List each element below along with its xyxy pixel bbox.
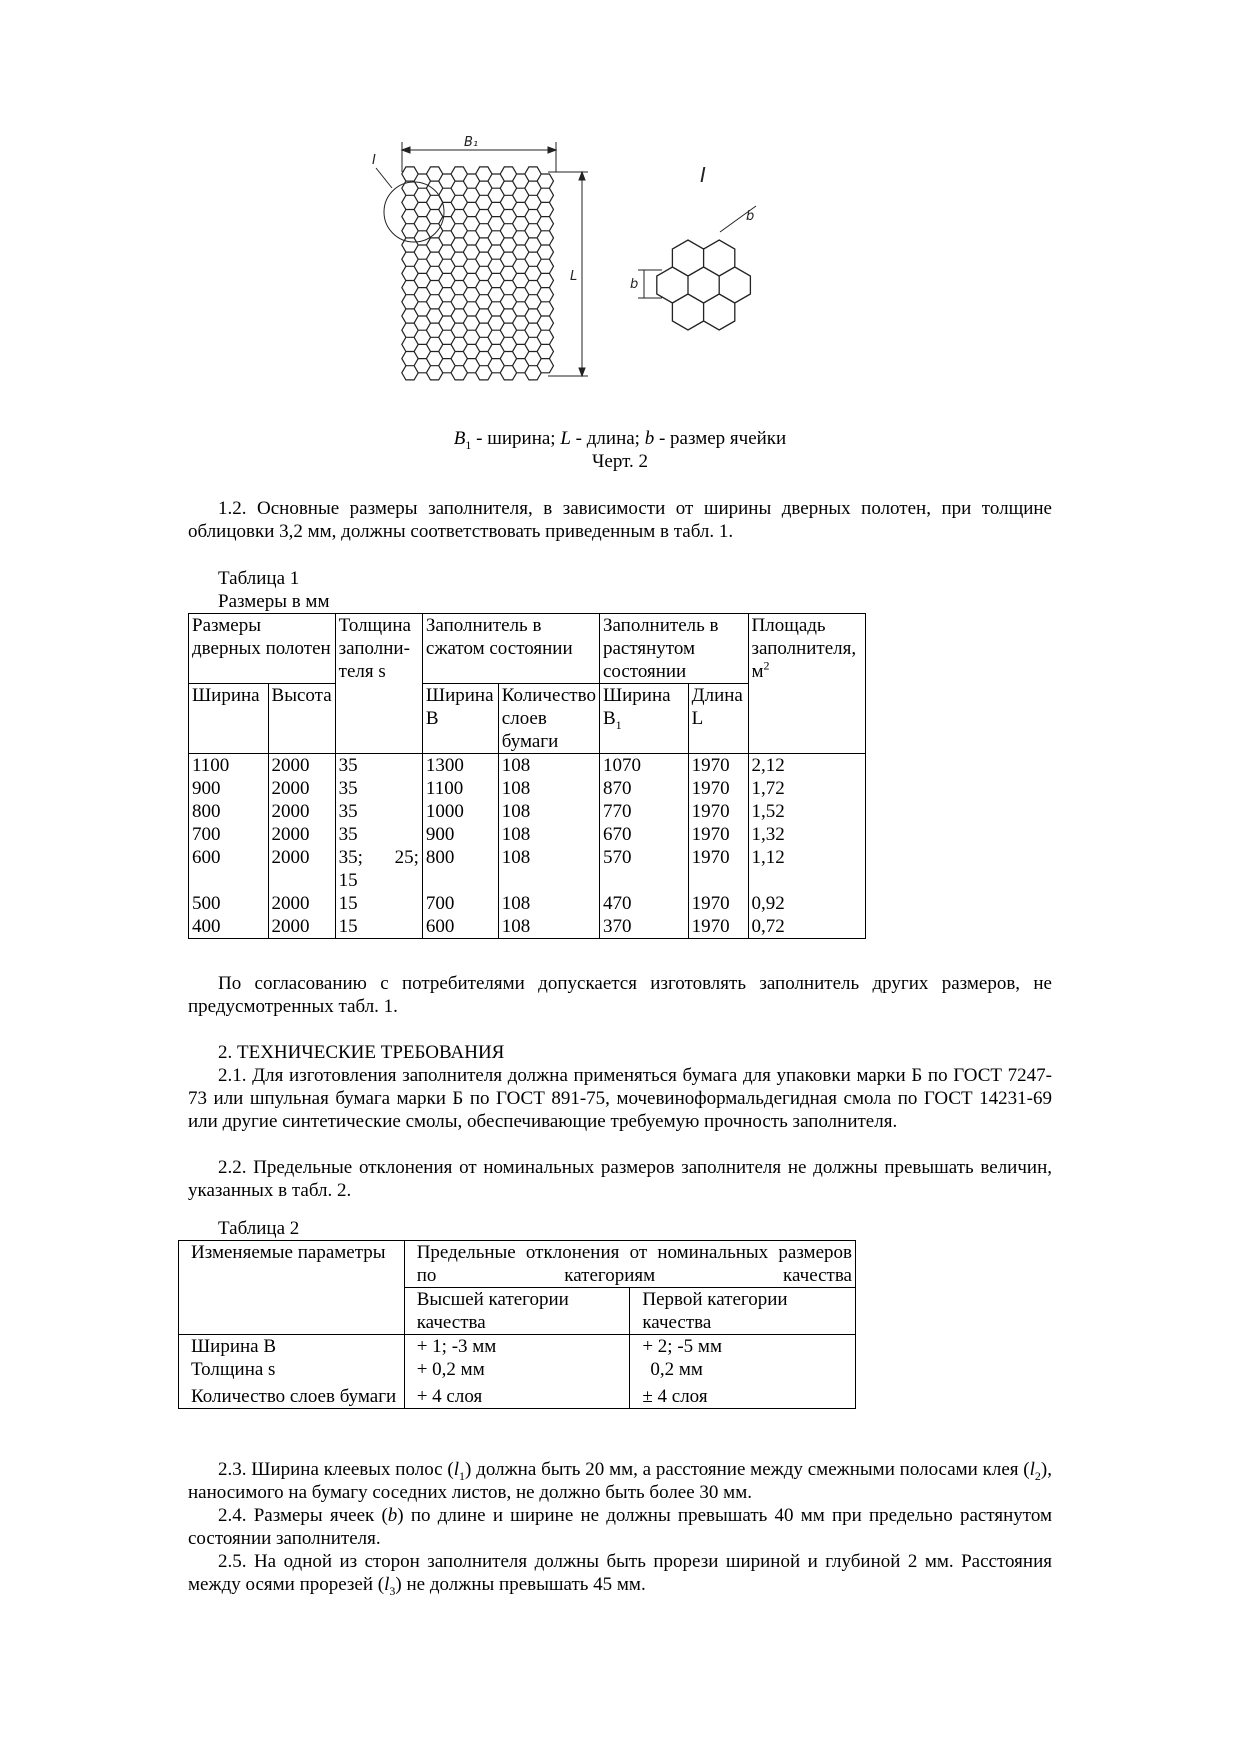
honeycomb-grid-main xyxy=(402,167,554,380)
t1-body-row xyxy=(189,754,866,939)
t2-h-highest: Высшей категории качества xyxy=(404,1288,630,1335)
t1-col-width-b: 1300 1100 1000 900 800 700 600 xyxy=(422,754,498,939)
section-2-title: 2. ТЕХНИЧЕСКИЕ ТРЕБОВАНИЯ xyxy=(218,1042,505,1063)
figure-caption: $B_1$ - ширина; L - длина; b - размер ячейки xyxy=(453,428,787,452)
chart-number: Черт. 2 xyxy=(592,451,648,472)
fig-label-i-right: I xyxy=(700,163,706,187)
t2-h-deviation: Предельные отклонения от номинальных размеров по категориям качества xyxy=(404,1241,855,1288)
para-2-1: 2.1. Для изготовления заполнителя должна применяться бумага для упаковки марки Б по ГОСТ 7247-73 или шпульная бумага марки Б по ГОСТ 891-75, мочевиноформальдегидная смола по ГОСТ 14231-69 или другие синтетические смолы, обеспечивающие требуемую прочность заполнителя. xyxy=(188,1065,1052,1132)
honeycomb-detail xyxy=(657,240,751,330)
para-1-2: 1.2. Основные размеры заполнителя, в зависимости от ширины дверных полотен, при толщине облицовки 3,2 мм, должны соответствовать приведенным в табл. 1. xyxy=(188,498,1052,542)
t1-h-layers: Количество слоев бумаги xyxy=(498,684,599,754)
table1-units: Размеры в мм xyxy=(218,591,330,612)
t1-h-width-b1: Ширина $В_1$ xyxy=(599,684,688,754)
t1-col-width-b1: 1070 870 770 670 570 470 370 xyxy=(599,754,688,939)
honeycomb-drawing xyxy=(372,135,860,440)
t1-h-area: Площадь заполнителя, $м^2$ xyxy=(748,614,866,754)
t1-h-thickness: Толщина заполни-теля s xyxy=(335,614,422,754)
t2-col-highest: + 1; -3 мм + 0,2 мм + 4 слоя xyxy=(404,1335,630,1409)
fig-label-b-top: b xyxy=(746,209,755,224)
t2-h-params: Изменяемые параметры xyxy=(179,1241,405,1335)
fig-label-i-left: I xyxy=(372,153,376,168)
arrow-right xyxy=(548,147,556,153)
t1-h-width-b: Ширина В xyxy=(422,684,498,754)
t1-col-thickness: 35 35 35 35 35; 25; 15 15 15 xyxy=(335,754,422,939)
honeycomb-detail-cells xyxy=(657,240,751,330)
t1-h-length: Длина L xyxy=(688,684,748,754)
para-2-2: 2.2. Предельные отклонения от номинальных размеров заполнителя не должны превышать величин, указанных в табл. 2. xyxy=(188,1157,1052,1201)
t1-h-door: Размеры дверных полотен xyxy=(189,614,336,684)
t1-col-layers: 108 108 108 108 108 108 108 xyxy=(498,754,599,939)
table2-title: Таблица 2 xyxy=(218,1218,300,1239)
para-2-5: 2.5. На одной из сторон заполнителя должны быть прорези шириной и глубиной 2 мм. Расстояния между осями прорезей $(l_3)$ не должны превышать 45 мм. xyxy=(188,1551,1052,1598)
t1-col-height: 2000 2000 2000 2000 2000 2000 2000 xyxy=(268,754,335,939)
table1-title: Таблица 1 xyxy=(218,568,300,589)
t1-col-width: 1100 900 800 700 600 500 400 xyxy=(189,754,269,939)
t1-h-width: Ширина xyxy=(189,684,269,754)
t1-col-area: 2,12 1,72 1,52 1,32 1,12 0,92 0,72 xyxy=(748,754,866,939)
arrow-down xyxy=(579,368,585,376)
t1-col-length: 1970 1970 1970 1970 1970 1970 1970 xyxy=(688,754,748,939)
para-2-4: 2.4. Размеры ячеек (b) по длине и ширине не должны превышать 40 мм при предельно растянутом состоянии заполнителя. xyxy=(188,1505,1052,1549)
table-1 xyxy=(188,613,866,939)
arrow-left xyxy=(402,147,410,153)
arrow-up xyxy=(579,172,585,180)
t2-col-first: + 2; -5 мм 0,2 мм ± 4 слоя xyxy=(630,1335,856,1409)
fig-label-b1: B₁ xyxy=(464,135,479,150)
detail-leader xyxy=(376,168,392,188)
fig-label-b-left: b xyxy=(630,277,639,292)
table-2 xyxy=(178,1240,856,1409)
t1-h-height: Высота xyxy=(268,684,335,754)
fig-label-l: L xyxy=(570,269,578,284)
honeycomb-cells xyxy=(402,167,554,380)
t1-h-compressed: Заполнитель в сжатом состоянии xyxy=(422,614,599,684)
para-agreement: По согласованию с потребителями допускается изготовлять заполнитель других размеров, не предусмотренных табл. 1. xyxy=(188,973,1052,1017)
t2-h-first: Первой категории качества xyxy=(630,1288,856,1335)
detail-circle xyxy=(384,182,444,242)
t1-h-stretched: Заполнитель в растянутом состоянии xyxy=(599,614,748,684)
para-2-3: 2.3. Ширина клеевых полос $(l_1)$ должна быть 20 мм, а расстояние между смежными полосами клея $(l_2)$, наносимого на бумагу соседних листов, не должно быть более 30 мм. xyxy=(188,1459,1052,1503)
t2-col-params: Ширина В Толщина s Количество слоев бумаги xyxy=(179,1335,405,1409)
honeycomb-figure xyxy=(372,135,860,440)
